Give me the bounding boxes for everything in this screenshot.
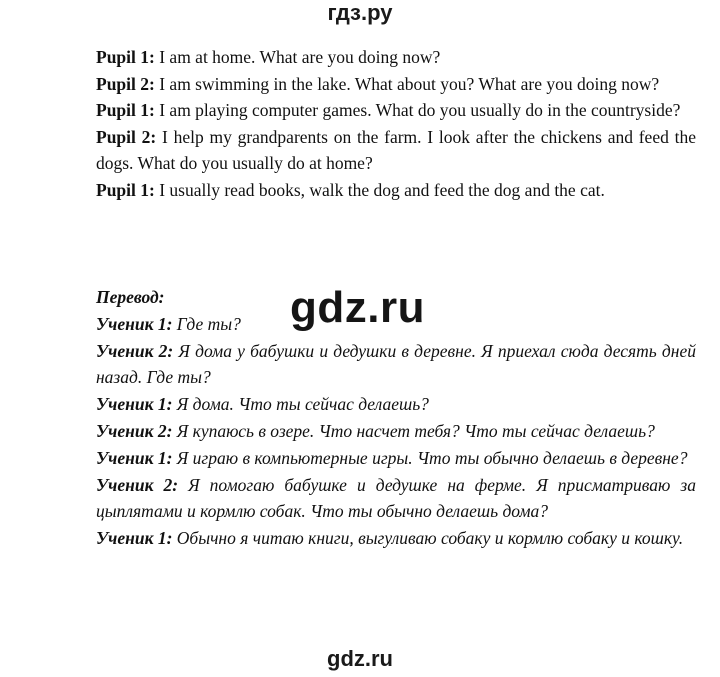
dialogue-line (96, 177, 696, 204)
dialogue-text: I usually read books, walk the dog and feed the dog and the cat. (154, 179, 605, 200)
translation-text: Обычно я читаю книги, выгуливаю собаку и кормлю собаку и кошку. (172, 528, 684, 549)
site-footer: gdz.ru (327, 646, 393, 671)
translation-text: Я купаюсь в озере. Что насчет тебя? Что ты сейчас делаешь? (172, 420, 655, 441)
dialogue-text: I am swimming in the lake. What about you? What are you doing now? (154, 73, 660, 94)
translation-line (96, 472, 696, 526)
translation-line (96, 418, 696, 445)
translation-title: Перевод: (96, 287, 165, 307)
site-header: гдз.ру (327, 0, 393, 25)
translation-line (96, 525, 696, 552)
translation-line (96, 445, 696, 472)
dialogue-line (96, 71, 696, 98)
translation-text: Я помогаю бабушке и дедушке на ферме. Я присматриваю за цыплятами и кормлю собак. Что ты обычно делаешь дома? (96, 474, 696, 522)
dialogue-line (96, 44, 696, 71)
english-dialogue (96, 44, 696, 204)
translation-line (96, 391, 696, 418)
speaker-label: Pupil 1: (96, 100, 155, 121)
speaker-label: Pupil 1: (96, 47, 155, 67)
translation-line (96, 338, 696, 392)
speaker-label: Ученик 1: (96, 447, 173, 468)
speaker-label: Ученик 2: (96, 340, 174, 361)
watermark-logo: gdz.ru (290, 283, 425, 332)
speaker-label: Ученик 1: (96, 313, 173, 334)
dialogue-line (96, 124, 696, 177)
translation-text: Я дома. Что ты сейчас делаешь? (172, 394, 429, 415)
dialogue-line (96, 97, 696, 124)
speaker-label: Ученик 1: (96, 528, 173, 549)
dialogue-text: I am at home. What are you doing now? (154, 47, 441, 67)
translation-text: Я дома у бабушки и дедушки в деревне. Я приехал сюда десять дней назад. Где ты? (96, 340, 696, 388)
speaker-label: Ученик 2: (96, 420, 173, 441)
dialogue-text: I am playing computer games. What do you usually do in the countryside? (154, 100, 681, 121)
speaker-label: Pupil 1: (96, 179, 155, 200)
translation-text: Я играю в компьютерные игры. Что ты обычно делаешь в деревне? (172, 447, 688, 468)
speaker-label: Ученик 2: (96, 474, 179, 495)
speaker-label: Pupil 2: (96, 73, 155, 94)
speaker-label: Ученик 1: (96, 394, 173, 415)
dialogue-text: I help my grandparents on the farm. I look after the chickens and feed the dogs. What do you usually do at home? (96, 126, 696, 174)
translation-text: Где ты? (172, 313, 241, 334)
speaker-label: Pupil 2: (96, 126, 157, 147)
